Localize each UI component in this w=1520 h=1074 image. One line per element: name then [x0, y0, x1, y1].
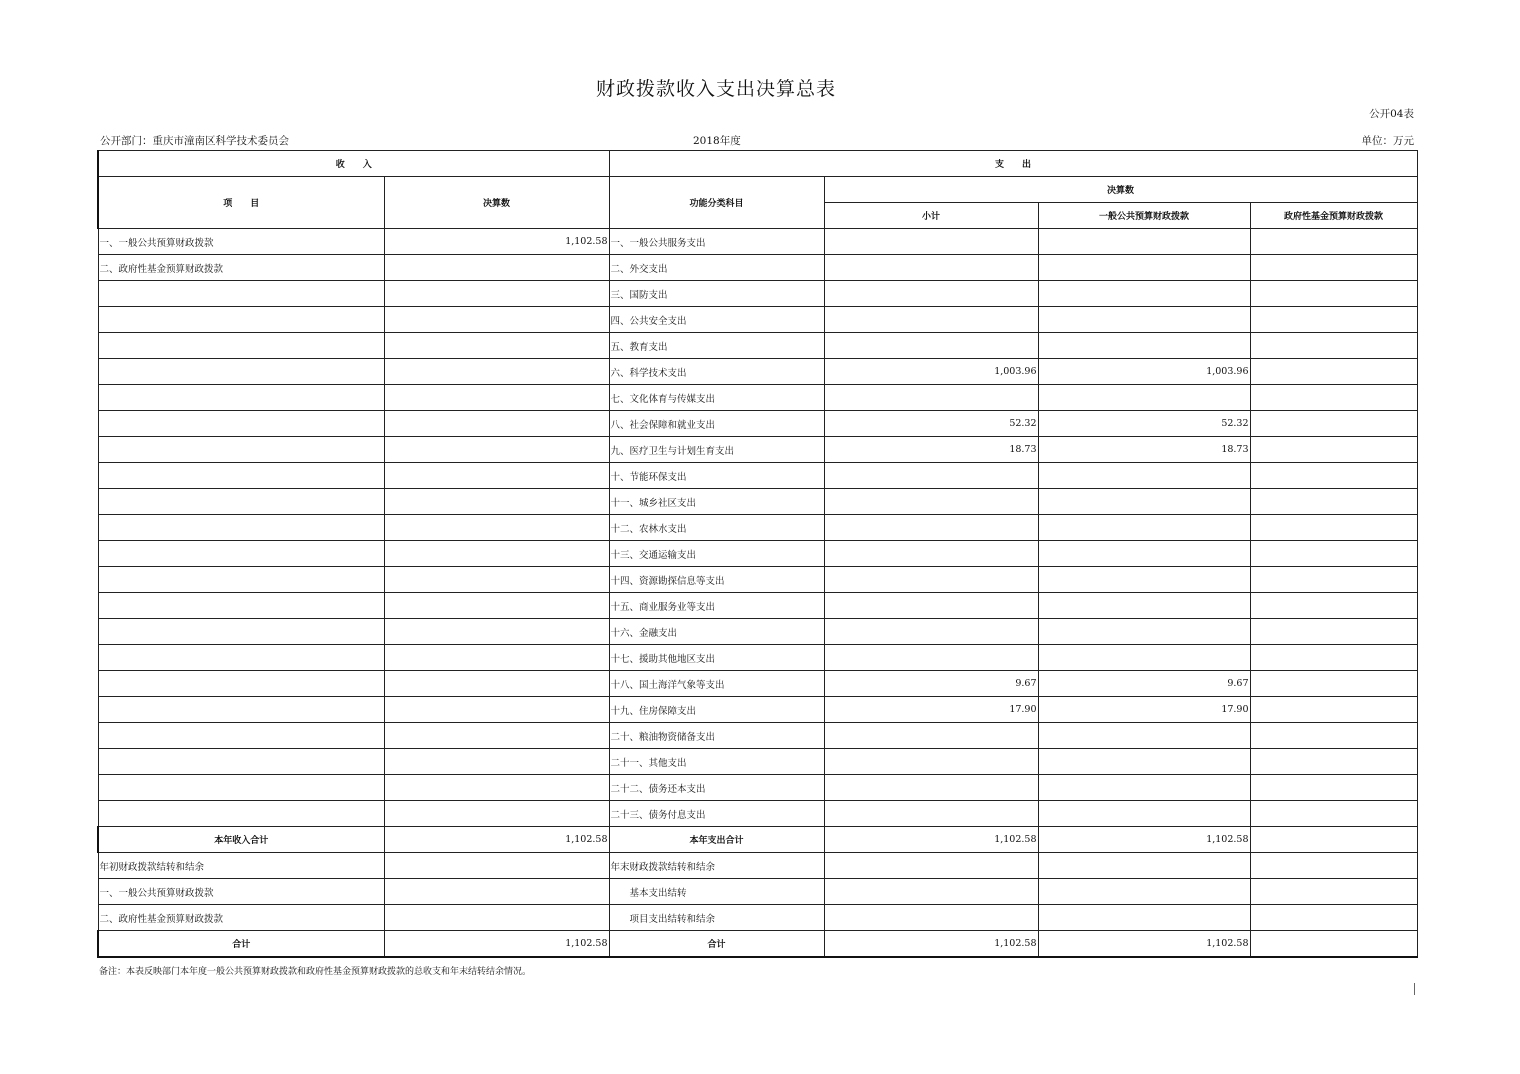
- gov-fund-cell: [1250, 567, 1417, 593]
- gov-fund-cell: [1250, 307, 1417, 333]
- subtotal-header: 小计: [824, 203, 1038, 229]
- income-item-cell: [98, 385, 384, 411]
- general-budget-cell: 18.73: [1038, 437, 1250, 463]
- income-item-cell: [98, 619, 384, 645]
- expense-item-cell: 二十二、债务还本支出: [609, 775, 824, 801]
- general-budget-cell: [1038, 645, 1250, 671]
- table-row: [98, 801, 1417, 827]
- gov-fund-cell: [1250, 229, 1417, 255]
- table-row: [98, 489, 1417, 515]
- subtotal-cell: [824, 645, 1038, 671]
- general-budget-cell: [1038, 385, 1250, 411]
- general-budget-cell: [1038, 879, 1250, 905]
- table-row: [98, 671, 1417, 697]
- income-item-cell: [98, 489, 384, 515]
- income-item-cell: [98, 567, 384, 593]
- subtotal-cell: [824, 853, 1038, 879]
- gov-fund-cell: [1250, 801, 1417, 827]
- func-category-header: 功能分类科目: [609, 177, 824, 229]
- general-budget-header: 一般公共预算财政拨款: [1038, 203, 1250, 229]
- general-budget-cell: 1,003.96: [1038, 359, 1250, 385]
- table-row: [98, 515, 1417, 541]
- table-row: [98, 307, 1417, 333]
- expense-item-cell: 十、节能环保支出: [609, 463, 824, 489]
- income-item-cell: [98, 515, 384, 541]
- expense-item-cell: 五、教育支出: [609, 333, 824, 359]
- gov-fund-cell: [1250, 775, 1417, 801]
- gov-fund-cell: [1250, 437, 1417, 463]
- department-label: 公开部门：重庆市潼南区科学技术委员会: [100, 135, 289, 147]
- gov-fund-cell: [1250, 879, 1417, 905]
- table-row: [98, 645, 1417, 671]
- subtotal-cell: [824, 905, 1038, 931]
- table-row: [98, 593, 1417, 619]
- income-amount-cell: [384, 853, 609, 879]
- general-budget-cell: [1038, 515, 1250, 541]
- general-budget-cell: 9.67: [1038, 671, 1250, 697]
- expense-item-cell: 十七、援助其他地区支出: [609, 645, 824, 671]
- table-row: [98, 437, 1417, 463]
- general-budget-cell: [1038, 229, 1250, 255]
- gov-fund-cell: [1250, 905, 1417, 931]
- income-amount-cell: [384, 489, 609, 515]
- income-item-cell: [98, 593, 384, 619]
- income-amount-cell: [384, 723, 609, 749]
- income-amount-cell: [384, 567, 609, 593]
- gov-fund-cell: [1250, 827, 1417, 853]
- income-item-cell: 二、政府性基金预算财政拨款: [98, 905, 384, 931]
- income-item-cell: [98, 359, 384, 385]
- general-budget-cell: [1038, 723, 1250, 749]
- table-row: [98, 775, 1417, 801]
- expense-item-cell: 项目支出结转和结余: [609, 905, 824, 931]
- general-budget-cell: [1038, 255, 1250, 281]
- expense-item-cell: 十六、金融支出: [609, 619, 824, 645]
- table-row: [98, 853, 1417, 879]
- table-row: [98, 281, 1417, 307]
- income-amount-cell: [384, 515, 609, 541]
- subtotal-cell: [824, 723, 1038, 749]
- unit-label: 单位：万元: [1361, 135, 1414, 147]
- subtotal-cell: [824, 619, 1038, 645]
- gov-fund-cell: [1250, 541, 1417, 567]
- gov-fund-cell: [1250, 645, 1417, 671]
- item-header: 项 目: [98, 177, 384, 229]
- gov-fund-cell: [1250, 411, 1417, 437]
- expense-item-cell: 八、社会保障和就业支出: [609, 411, 824, 437]
- gov-fund-cell: [1250, 515, 1417, 541]
- final-amount-header: 决算数: [824, 177, 1417, 203]
- income-item-cell: [98, 671, 384, 697]
- income-item-cell: [98, 411, 384, 437]
- subtotal-cell: [824, 879, 1038, 905]
- table-row: [98, 749, 1417, 775]
- subtotal-cell: [824, 775, 1038, 801]
- subtotal-cell: [824, 307, 1038, 333]
- gov-fund-cell: [1250, 723, 1417, 749]
- expense-item-cell: 十四、资源勘探信息等支出: [609, 567, 824, 593]
- income-amount-cell: [384, 541, 609, 567]
- income-item-cell: [98, 437, 384, 463]
- income-item-cell: 一、一般公共预算财政拨款: [98, 879, 384, 905]
- income-amount-cell: 1,102.58: [384, 931, 609, 958]
- general-budget-cell: [1038, 281, 1250, 307]
- table-row: [98, 463, 1417, 489]
- income-amount-cell: [384, 879, 609, 905]
- expense-item-cell: 六、科学技术支出: [609, 359, 824, 385]
- subtotal-cell: 1,003.96: [824, 359, 1038, 385]
- income-amount-cell: [384, 307, 609, 333]
- income-item-cell: [98, 749, 384, 775]
- income-amount-cell: [384, 905, 609, 931]
- expense-item-cell: 十八、国土海洋气象等支出: [609, 671, 824, 697]
- gov-fund-header: 政府性基金预算财政拨款: [1250, 203, 1417, 229]
- income-item-cell: [98, 801, 384, 827]
- gov-fund-cell: [1250, 619, 1417, 645]
- expense-item-cell: 本年支出合计: [609, 827, 824, 853]
- gov-fund-cell: [1250, 359, 1417, 385]
- income-item-cell: [98, 723, 384, 749]
- table-row: [98, 879, 1417, 905]
- form-number: 公开04表: [1369, 108, 1414, 120]
- general-budget-cell: [1038, 619, 1250, 645]
- expense-item-cell: 十三、交通运输支出: [609, 541, 824, 567]
- amount-header: 决算数: [384, 177, 609, 229]
- expense-item-cell: 二十、粮油物资储备支出: [609, 723, 824, 749]
- table-row: [98, 359, 1417, 385]
- expense-item-cell: 十二、农林水支出: [609, 515, 824, 541]
- gov-fund-cell: [1250, 853, 1417, 879]
- income-item-cell: [98, 697, 384, 723]
- income-amount-cell: [384, 281, 609, 307]
- income-item-cell: [98, 333, 384, 359]
- general-budget-cell: [1038, 307, 1250, 333]
- income-amount-cell: [384, 801, 609, 827]
- expense-header: 支 出: [609, 151, 1417, 177]
- table-row: [98, 333, 1417, 359]
- subtotal-cell: [824, 749, 1038, 775]
- footnote: 备注：本表反映部门本年度一般公共预算财政拨款和政府性基金预算财政拨款的总收支和年末结转结余情况。: [99, 967, 532, 977]
- table-row: [98, 905, 1417, 931]
- subtotal-cell: [824, 567, 1038, 593]
- subtotal-cell: [824, 463, 1038, 489]
- gov-fund-cell: [1250, 593, 1417, 619]
- subtotal-cell: [824, 801, 1038, 827]
- table-row: [98, 541, 1417, 567]
- expense-item-cell: 二十三、债务付息支出: [609, 801, 824, 827]
- income-item-cell: [98, 541, 384, 567]
- table-row: [98, 255, 1417, 281]
- general-budget-cell: [1038, 541, 1250, 567]
- general-budget-cell: [1038, 463, 1250, 489]
- general-budget-cell: 1,102.58: [1038, 931, 1250, 958]
- subtotal-cell: 1,102.58: [824, 931, 1038, 958]
- expense-item-cell: 基本支出结转: [609, 879, 824, 905]
- table-row: [98, 385, 1417, 411]
- page-title: 财政拨款收入支出决算总表: [595, 78, 836, 100]
- income-amount-cell: [384, 697, 609, 723]
- income-item-cell: 本年收入合计: [98, 827, 384, 853]
- income-item-cell: 一、一般公共预算财政拨款: [98, 229, 384, 255]
- income-item-cell: 年初财政拨款结转和结余: [98, 853, 384, 879]
- expense-item-cell: 二、外交支出: [609, 255, 824, 281]
- gov-fund-cell: [1250, 255, 1417, 281]
- year-total-row: [98, 827, 1417, 853]
- income-amount-cell: [384, 593, 609, 619]
- expense-item-cell: 一、一般公共服务支出: [609, 229, 824, 255]
- gov-fund-cell: [1250, 931, 1417, 958]
- income-item-cell: 合计: [98, 931, 384, 958]
- income-item-cell: [98, 307, 384, 333]
- income-amount-cell: 1,102.58: [384, 827, 609, 853]
- income-amount-cell: [384, 645, 609, 671]
- gov-fund-cell: [1250, 671, 1417, 697]
- subtotal-cell: 9.67: [824, 671, 1038, 697]
- general-budget-cell: [1038, 593, 1250, 619]
- general-budget-cell: 1,102.58: [1038, 827, 1250, 853]
- subtotal-cell: [824, 593, 1038, 619]
- subtotal-cell: [824, 333, 1038, 359]
- subtotal-cell: [824, 489, 1038, 515]
- income-item-cell: [98, 463, 384, 489]
- gov-fund-cell: [1250, 749, 1417, 775]
- table-row: [98, 723, 1417, 749]
- gov-fund-cell: [1250, 489, 1417, 515]
- general-budget-cell: [1038, 489, 1250, 515]
- subtotal-cell: [824, 281, 1038, 307]
- gov-fund-cell: [1250, 333, 1417, 359]
- income-item-cell: [98, 281, 384, 307]
- general-budget-cell: [1038, 567, 1250, 593]
- income-item-cell: [98, 645, 384, 671]
- gov-fund-cell: [1250, 281, 1417, 307]
- income-amount-cell: [384, 671, 609, 697]
- income-amount-cell: [384, 463, 609, 489]
- subtotal-cell: [824, 255, 1038, 281]
- expense-item-cell: 年末财政拨款结转和结余: [609, 853, 824, 879]
- table-row: [98, 411, 1417, 437]
- income-item-cell: [98, 775, 384, 801]
- income-amount-cell: [384, 775, 609, 801]
- expense-item-cell: 合计: [609, 931, 824, 958]
- general-budget-cell: [1038, 801, 1250, 827]
- budget-table: [97, 150, 1418, 958]
- general-budget-cell: [1038, 905, 1250, 931]
- income-amount-cell: [384, 255, 609, 281]
- subtotal-cell: 17.90: [824, 697, 1038, 723]
- general-budget-cell: [1038, 853, 1250, 879]
- expense-item-cell: 十九、住房保障支出: [609, 697, 824, 723]
- general-budget-cell: [1038, 749, 1250, 775]
- income-amount-cell: [384, 411, 609, 437]
- expense-item-cell: 十一、城乡社区支出: [609, 489, 824, 515]
- income-amount-cell: [384, 749, 609, 775]
- subtotal-cell: [824, 515, 1038, 541]
- expense-item-cell: 七、文化体育与传媒支出: [609, 385, 824, 411]
- fiscal-year: 2018年度: [693, 135, 741, 147]
- general-budget-cell: 17.90: [1038, 697, 1250, 723]
- income-amount-cell: [384, 359, 609, 385]
- subtotal-cell: 1,102.58: [824, 827, 1038, 853]
- income-amount-cell: [384, 619, 609, 645]
- table-row: [98, 697, 1417, 723]
- expense-item-cell: 三、国防支出: [609, 281, 824, 307]
- expense-item-cell: 二十一、其他支出: [609, 749, 824, 775]
- income-amount-cell: [384, 333, 609, 359]
- table-row: [98, 567, 1417, 593]
- income-item-cell: 二、政府性基金预算财政拨款: [98, 255, 384, 281]
- subtotal-cell: 52.32: [824, 411, 1038, 437]
- expense-item-cell: 九、医疗卫生与计划生育支出: [609, 437, 824, 463]
- income-header: 收 入: [98, 151, 609, 177]
- expense-item-cell: 十五、商业服务业等支出: [609, 593, 824, 619]
- subtotal-cell: [824, 385, 1038, 411]
- general-budget-cell: [1038, 775, 1250, 801]
- grand-total-row: [98, 931, 1417, 958]
- income-amount-cell: 1,102.58: [384, 229, 609, 255]
- general-budget-cell: 52.32: [1038, 411, 1250, 437]
- page-edge-mark: [1414, 983, 1415, 995]
- general-budget-cell: [1038, 333, 1250, 359]
- income-amount-cell: [384, 437, 609, 463]
- expense-item-cell: 四、公共安全支出: [609, 307, 824, 333]
- gov-fund-cell: [1250, 697, 1417, 723]
- income-amount-cell: [384, 385, 609, 411]
- gov-fund-cell: [1250, 463, 1417, 489]
- subtotal-cell: [824, 541, 1038, 567]
- gov-fund-cell: [1250, 385, 1417, 411]
- subtotal-cell: [824, 229, 1038, 255]
- table-row: [98, 229, 1417, 255]
- table-row: [98, 619, 1417, 645]
- subtotal-cell: 18.73: [824, 437, 1038, 463]
